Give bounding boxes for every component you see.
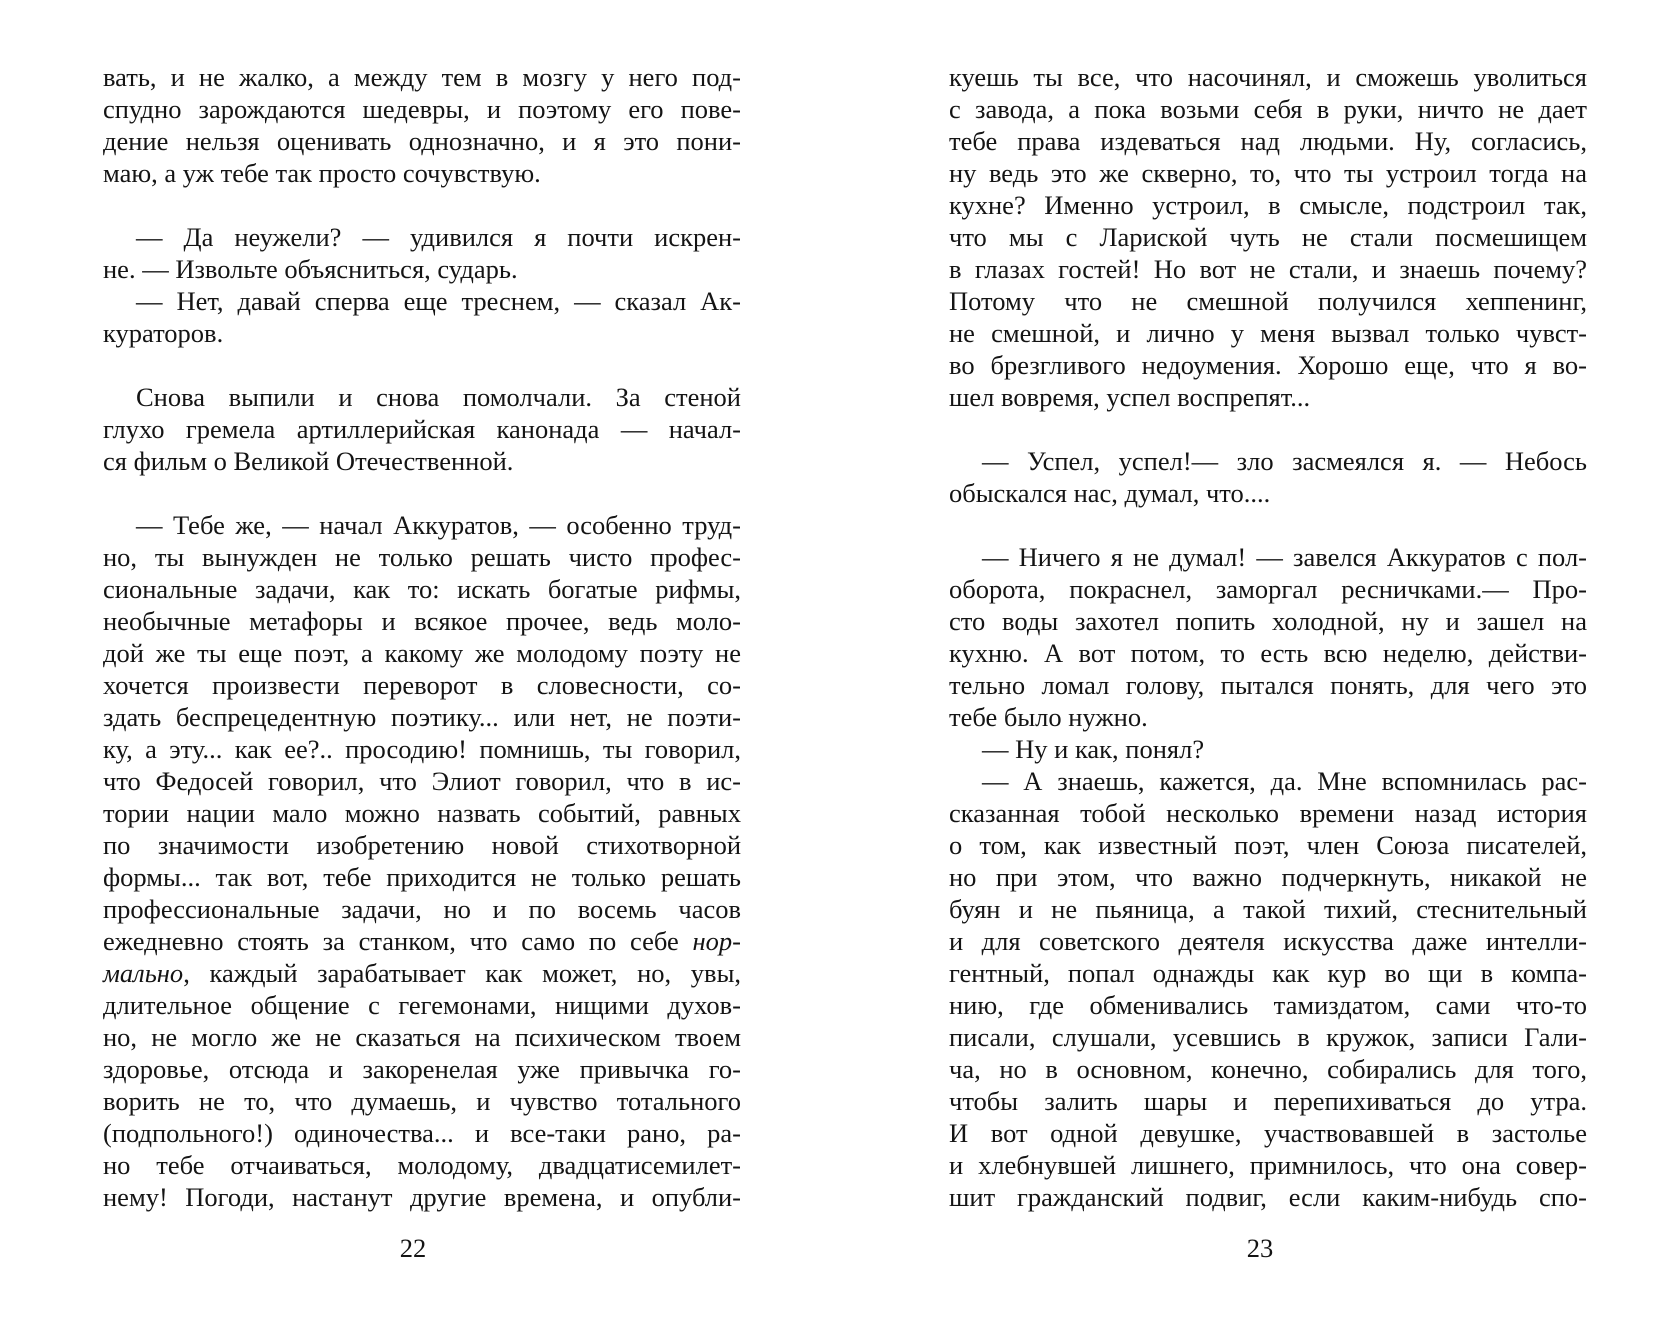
text-line: что мы с Лариской чуть не стали посмешищем bbox=[949, 222, 1587, 252]
text-line bbox=[103, 925, 741, 957]
text-line: тельно ломал голову, пытался понять, для чего это bbox=[949, 670, 1587, 700]
text-line: — Нет, давай сперва еще треснем, — сказал Ак- bbox=[136, 286, 741, 316]
text-line: профессиональные задачи, но и по восемь часов bbox=[103, 894, 741, 924]
text-line: длительное общение с гегемонами, нищими духов- bbox=[103, 990, 741, 1020]
text-line: с завода, а пока возьми себя в руки, ничто не дает bbox=[949, 94, 1587, 124]
text-line: тебе права издеваться над людьми. Ну, согласись, bbox=[949, 126, 1587, 156]
text-line: здоровье, отсюда и закоренелая уже привычка го- bbox=[103, 1054, 741, 1084]
text-line: спудно зарождаются шедевры, и поэтому его пове- bbox=[103, 94, 741, 124]
text-line: писали, слушали, усевшись в кружок, записи Гали- bbox=[949, 1022, 1587, 1052]
text-line: сиональные задачи, как то: искать богатые рифмы, bbox=[103, 574, 741, 604]
text-line: но, ты вынужден не только решать чисто профес- bbox=[103, 542, 741, 572]
text-line: формы... так вот, тебе приходится не только решать bbox=[103, 862, 741, 892]
text-line: и для советского деятеля искусства даже интелли- bbox=[949, 926, 1587, 956]
text-line: здать беспрецедентную поэтику... или нет, не поэти- bbox=[103, 702, 741, 732]
text-line: ку, а эту... как ее?.. просодию! помнишь, ты говорил, bbox=[103, 734, 741, 764]
text-line: тебе было нужно. bbox=[949, 702, 1148, 732]
text-line: маю, а уж тебе так просто сочувствую. bbox=[103, 158, 541, 188]
italic-word-part: мально bbox=[103, 958, 184, 988]
text-line: нию, где обменивались тамиздатом, сами что-то bbox=[949, 990, 1587, 1020]
text-line bbox=[103, 957, 741, 989]
text-line: И вот одной девушке, участвовавшей в застолье bbox=[949, 1118, 1587, 1148]
right-page-text bbox=[949, 61, 1587, 1213]
text-line: дой же ты еще поэт, а какому же молодому поэту не bbox=[103, 638, 741, 668]
text-line: дение нельзя оценивать однозначно, и я это пони- bbox=[103, 126, 741, 156]
text-line: во брезгливого недоумения. Хорошо еще, что я во- bbox=[949, 350, 1587, 380]
text-line: буян и не пьяница, а такой тихий, стеснительный bbox=[949, 894, 1587, 924]
text-line: вать, и не жалко, а между тем в мозгу у него под- bbox=[103, 62, 741, 92]
text-line: шит гражданский подвиг, если каким-нибудь спо- bbox=[949, 1182, 1587, 1212]
text-line: гентный, попал однажды как кур во щи в компа- bbox=[949, 958, 1587, 988]
text-line: что Федосей говорил, что Элиот говорил, что в ис- bbox=[103, 766, 741, 796]
text-line: — Ну и как, понял? bbox=[982, 734, 1205, 764]
page-number: 23 bbox=[1246, 1233, 1274, 1263]
text-line: ну ведь это же скверно, то, что ты устроил тогда на bbox=[949, 158, 1587, 188]
text-line: ся фильм о Великой Отечественной. bbox=[103, 446, 514, 476]
text-line-part: , каждый зарабатывает как может, но, увы, bbox=[183, 958, 741, 988]
text-line: по значимости изобретению новой стихотворной bbox=[103, 830, 741, 860]
text-line: сказанная тобой несколько времени назад история bbox=[949, 798, 1587, 828]
text-line: обыскался нас, думал, что.... bbox=[949, 478, 1271, 508]
text-line: о том, как известный поэт, член Союза писателей, bbox=[949, 830, 1587, 860]
text-line: (подпольного!) одиночества... и все-таки рано, ра- bbox=[103, 1118, 741, 1148]
text-line: в глазах гостей! Но вот не стали, и знаешь почему? bbox=[949, 254, 1587, 284]
text-line: не. — Извольте объясниться, сударь. bbox=[103, 254, 518, 284]
right-page bbox=[834, 0, 1668, 1329]
text-line: тории нации мало можно назвать событий, равных bbox=[103, 798, 741, 828]
text-line-part: ежедневно стоять за станком, что само по себе bbox=[103, 926, 693, 956]
text-line: хочется произвести переворот в словесности, со- bbox=[103, 670, 741, 700]
text-line: кураторов. bbox=[103, 318, 224, 348]
text-line: и хлебнувшей лишнего, примнилось, что она совер- bbox=[949, 1150, 1587, 1180]
text-line: глухо гремела артиллерийская канонада — начал- bbox=[103, 414, 741, 444]
text-line: шел вовремя, успел воспрепят... bbox=[949, 382, 1311, 412]
text-line: не смешной, и лично у меня вызвал только чувст- bbox=[949, 318, 1587, 348]
text-line: но при этом, что важно подчеркнуть, никакой не bbox=[949, 862, 1587, 892]
text-line: но тебе отчаиваться, молодому, двадцатисемилет- bbox=[103, 1150, 741, 1180]
text-line: — Ничего я не думал! — завелся Аккуратов с пол- bbox=[982, 542, 1587, 572]
text-line: нему! Погоди, настанут другие времена, и опубли- bbox=[103, 1182, 741, 1212]
text-line: кухню. А вот потом, то есть всю неделю, действи- bbox=[949, 638, 1587, 668]
left-page-text bbox=[103, 61, 741, 1213]
text-line: Потому что не смешной получился хеппенинг, bbox=[949, 286, 1587, 316]
italic-word-part: нор- bbox=[692, 926, 741, 956]
text-line: оборота, покраснел, заморгал ресничками.— Про- bbox=[949, 574, 1587, 604]
page-number: 22 bbox=[399, 1233, 427, 1263]
text-line: — Тебе же, — начал Аккуратов, — особенно труд- bbox=[136, 510, 741, 540]
text-line: Снова выпили и снова помолчали. За стеной bbox=[136, 382, 741, 412]
text-line: необычные метафоры и всякое прочее, ведь моло- bbox=[103, 606, 741, 636]
text-line: чтобы залить шары и перепихиваться до утра. bbox=[949, 1086, 1587, 1116]
text-line: — Да неужели? — удивился я почти искрен- bbox=[136, 222, 741, 252]
text-line: куешь ты все, что насочинял, и сможешь уволиться bbox=[949, 62, 1587, 92]
text-line: сто воды захотел попить холодной, ну и зашел на bbox=[949, 606, 1587, 636]
text-line: кухне? Именно устроил, в смысле, подстроил так, bbox=[949, 190, 1587, 220]
text-line: но, не могло же не сказаться на психическом твоем bbox=[103, 1022, 741, 1052]
text-line: — Успел, успел!— зло засмеялся я. — Небось bbox=[982, 446, 1587, 476]
text-line: ворить не то, что думаешь, и чувство тотального bbox=[103, 1086, 741, 1116]
text-line: ча, но в основном, конечно, собирались для того, bbox=[949, 1054, 1587, 1084]
text-line: — А знаешь, кажется, да. Мне вспомнилась рас- bbox=[982, 766, 1587, 796]
